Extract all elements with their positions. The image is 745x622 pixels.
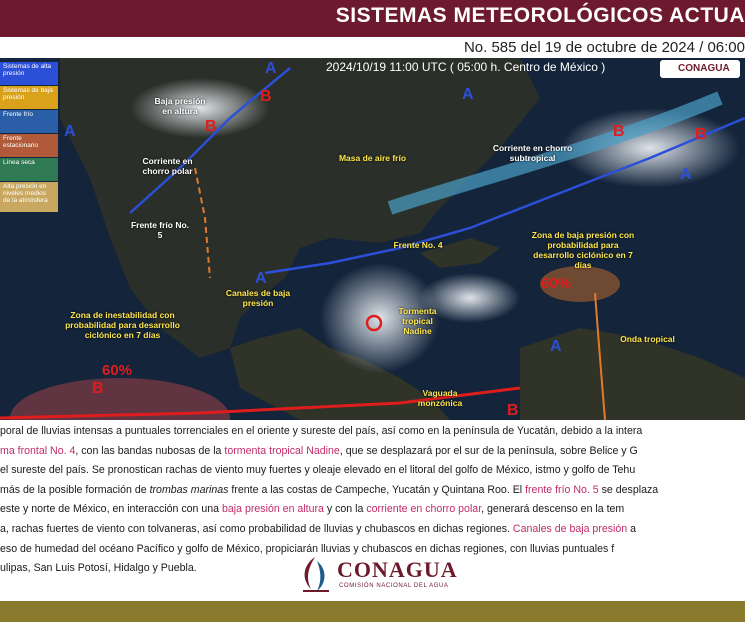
legend-item: Frente frío <box>0 110 58 133</box>
legend-item: Sistemas de alta presión <box>0 62 58 85</box>
text-segment: , generará descenso en la tem <box>481 503 625 516</box>
probability-east: 60% <box>541 275 572 292</box>
legend-item: Sistemas de baja presión <box>0 86 58 109</box>
text-highlight: baja presión en altura <box>222 503 324 516</box>
conagua-wordmark: CONAGUA <box>337 557 458 582</box>
issue-bar <box>0 37 745 58</box>
text-segment: se desplaza <box>598 483 659 496</box>
label-onda: Onda tropical <box>620 334 675 344</box>
text-line-1 <box>0 420 745 440</box>
label-corriente-polar: Corriente en chorro polar <box>142 156 193 176</box>
label-tormenta: Tormenta tropical Nadine <box>398 306 437 336</box>
label-vaguada: Vaguada monzónica <box>417 388 463 408</box>
label-baja-altura: Baja presión en altura <box>154 96 206 116</box>
text-segment: a, rachas fuertes de viento con tolvaneras, así como probabilidad de lluvias y chubascos en dichas regiones. <box>0 522 513 535</box>
text-segment: y con la <box>323 503 367 516</box>
text-segment: a <box>627 522 637 535</box>
high-pressure-marker: A <box>255 270 267 287</box>
label-masa-aire: Masa de aire frío <box>338 153 407 163</box>
text-highlight: tormenta tropical Nadine <box>224 444 340 457</box>
map-legend <box>0 62 58 213</box>
badge-text: CONAGUA <box>678 63 730 74</box>
text-line-5 <box>0 498 745 518</box>
text-highlight: frente frío No. 5 <box>525 483 599 496</box>
text-segment: eso de humedad del océano Pacífico y golfo de México, propiciarán lluvias y chubascos en dichas regiones, con lluvias puntuales f <box>0 542 615 555</box>
conagua-subtitle: COMISIÓN NACIONAL DEL AGUA <box>339 583 449 589</box>
legend-item: Línea seca <box>0 158 58 181</box>
text-highlight: Canales de baja presión <box>512 522 628 535</box>
map-conagua-badge <box>660 60 740 78</box>
text-line-3 <box>0 459 745 479</box>
text-segment: frente a las costas de Campeche, Yucatán y Quintana Roo. El <box>228 483 526 496</box>
text-segment: este y norte de México, en interacción con una <box>0 503 223 516</box>
legend-item: Alta presión en niveles medios de la atmósfera <box>0 182 58 212</box>
probability-west: 60% <box>102 362 133 379</box>
text-segment: el sureste del país. Se pronostican rachas de viento muy fuertes y oleaje elevado en el litoral del golfo de México, istmo y golfo de Tehu <box>0 464 636 477</box>
label-frente-5: Frente frío No. 5 <box>130 220 190 240</box>
high-pressure-marker: A <box>680 166 692 183</box>
conagua-logo <box>297 555 477 601</box>
text-segment: ulipas, San Luis Potosí, Hidalgo y Puebla. <box>0 562 197 575</box>
high-pressure-marker: A <box>550 338 562 355</box>
label-corriente-subtropical: Corriente en chorro subtropical <box>492 143 573 163</box>
low-pressure-marker: B <box>92 380 104 397</box>
low-pressure-marker: B <box>205 118 217 135</box>
high-pressure-marker: A <box>462 86 474 103</box>
low-pressure-marker: B <box>260 88 272 105</box>
header-bar <box>0 0 745 37</box>
low-pressure-marker: B <box>507 402 519 419</box>
text-line-2 <box>0 440 745 460</box>
footer-bar <box>0 601 745 622</box>
text-italic: trombas marinas <box>149 483 229 496</box>
text-line-6 <box>0 518 745 538</box>
text-segment: , que se desplazará por el sur de la península, sobre Belice y G <box>339 444 638 457</box>
label-canales: Canales de baja presión <box>225 288 291 308</box>
text-highlight: ma frontal No. 4 <box>0 444 76 457</box>
label-zona-inestabilidad: Zona de inestabilidad con probabilidad para desarrollo ciclónico en 7 días <box>65 310 180 340</box>
low-pressure-marker: B <box>613 123 625 140</box>
text-line-4 <box>0 479 745 499</box>
low-pressure-marker: B <box>695 126 707 143</box>
legend-item: Frente estacionario <box>0 134 58 157</box>
map-timestamp: 2024/10/19 11:00 UTC ( 05:00 h. Centro de México ) <box>326 60 606 74</box>
page-title: SISTEMAS METEOROLÓGICOS ACTUA <box>335 4 745 27</box>
text-segment: más de la posible formación de <box>0 483 150 496</box>
high-pressure-marker: A <box>64 123 76 140</box>
conagua-emblem-icon <box>297 555 333 597</box>
label-frente-4: Frente No. 4 <box>393 240 443 250</box>
issue-number-date: No. 585 del 19 de octubre de 2024 / 06:00 <box>463 39 745 56</box>
text-highlight: corriente en chorro polar <box>366 503 482 516</box>
high-pressure-marker: A <box>265 60 277 77</box>
label-zona-baja: Zona de baja presión con probabilidad para desarrollo ciclónico en 7 días <box>531 230 635 270</box>
text-segment: poral de lluvias intensas a puntuales torrenciales en el oriente y sureste del país, así como en la península de Yucatán, debido a la intera <box>0 425 643 437</box>
text-segment: , con las bandas nubosas de la <box>75 444 225 457</box>
satellite-map <box>0 58 745 420</box>
